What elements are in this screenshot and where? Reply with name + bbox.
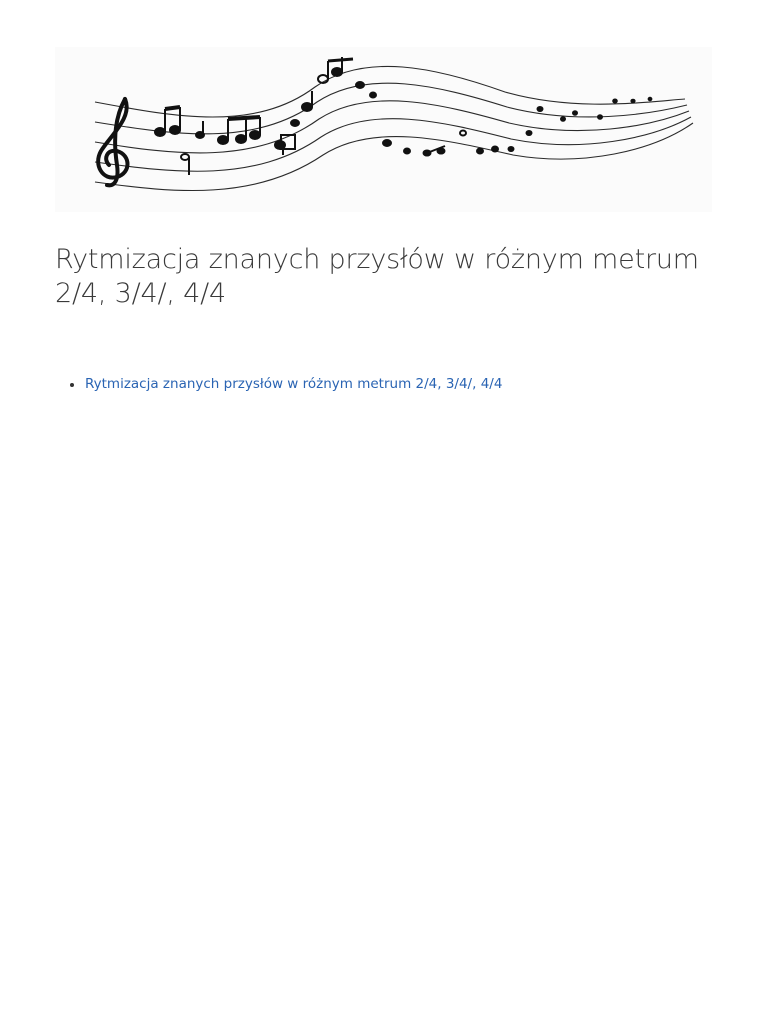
music-staff-icon bbox=[55, 47, 712, 212]
music-banner-image bbox=[55, 47, 712, 212]
link-list bbox=[0, 374, 502, 394]
list-item bbox=[85, 374, 502, 394]
page-title: Rytmizacja znanych przysłów w różnym metrum 2/4, 3/4/, 4/4 bbox=[55, 244, 699, 309]
document-link[interactable]: Rytmizacja znanych przysłów w różnym metrum 2/4, 3/4/, 4/4 bbox=[85, 376, 503, 392]
